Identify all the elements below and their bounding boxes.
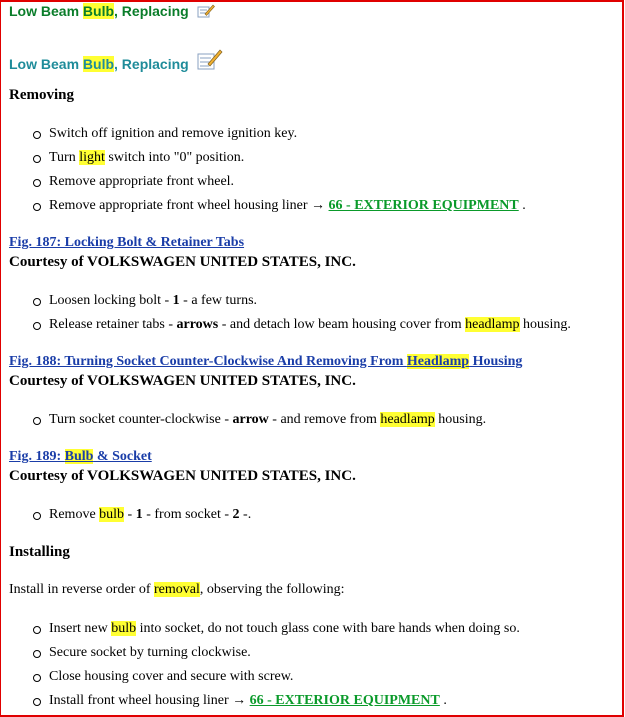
document-title-top: Low Beam Bulb, Replacing <box>9 3 215 21</box>
figure-187-courtesy: Courtesy of VOLKSWAGEN UNITED STATES, INC. <box>9 254 356 270</box>
list-item: Turn light switch into "0" position. <box>33 146 526 170</box>
list-item: Insert new bulb into socket, do not touch glass cone with bare hands when doing so. <box>33 617 520 641</box>
installing-heading: Installing <box>9 544 70 560</box>
list-item: Secure socket by turning clockwise. <box>33 641 520 665</box>
installing-intro: Install in reverse order of removal, observing the following: <box>9 582 345 597</box>
fig189-steps <box>33 503 251 527</box>
figure-187-link[interactable]: Fig. 187: Locking Bolt & Retainer Tabs <box>9 235 245 250</box>
removing-heading: Removing <box>9 87 74 103</box>
list-item: Release retainer tabs - arrows - and detach low beam housing cover from headlamp housing. <box>33 313 571 337</box>
fig188-steps <box>33 408 486 432</box>
exterior-equipment-link[interactable]: 66 - EXTERIOR EQUIPMENT <box>249 693 440 708</box>
list-item: Turn socket counter-clockwise - arrow - and remove from headlamp housing. <box>33 408 486 432</box>
list-item: Remove appropriate front wheel. <box>33 170 526 194</box>
exterior-equipment-link[interactable]: 66 - EXTERIOR EQUIPMENT <box>328 198 519 213</box>
fig187-steps <box>33 289 571 337</box>
figure-188-caption <box>9 354 522 370</box>
list-item: Remove appropriate front wheel housing liner → 66 - EXTERIOR EQUIPMENT . <box>33 194 526 218</box>
figure-187-caption <box>9 235 244 251</box>
figure-189-caption <box>9 449 152 465</box>
edit-note-icon[interactable] <box>197 4 215 21</box>
figure-188-link[interactable]: Fig. 188: Turning Socket Counter-Clockwise And Removing From Headlamp Housing <box>9 354 523 369</box>
list-item: Remove bulb - 1 - from socket - 2 -. <box>33 503 251 527</box>
list-item: Loosen locking bolt - 1 - a few turns. <box>33 289 571 313</box>
list-item: Switch off ignition and remove ignition key. <box>33 122 526 146</box>
list-item: Install front wheel housing liner → 66 - EXTERIOR EQUIPMENT . <box>33 689 520 713</box>
edit-note-icon[interactable] <box>197 49 223 74</box>
document-title: Low Beam Bulb, Replacing <box>9 49 223 74</box>
figure-189-courtesy: Courtesy of VOLKSWAGEN UNITED STATES, INC. <box>9 468 356 484</box>
figure-188-courtesy: Courtesy of VOLKSWAGEN UNITED STATES, INC. <box>9 373 356 389</box>
removing-steps <box>33 122 526 218</box>
installing-steps <box>33 617 520 713</box>
figure-189-link[interactable]: Fig. 189: Bulb & Socket <box>9 449 152 464</box>
list-item: Close housing cover and secure with screw. <box>33 665 520 689</box>
